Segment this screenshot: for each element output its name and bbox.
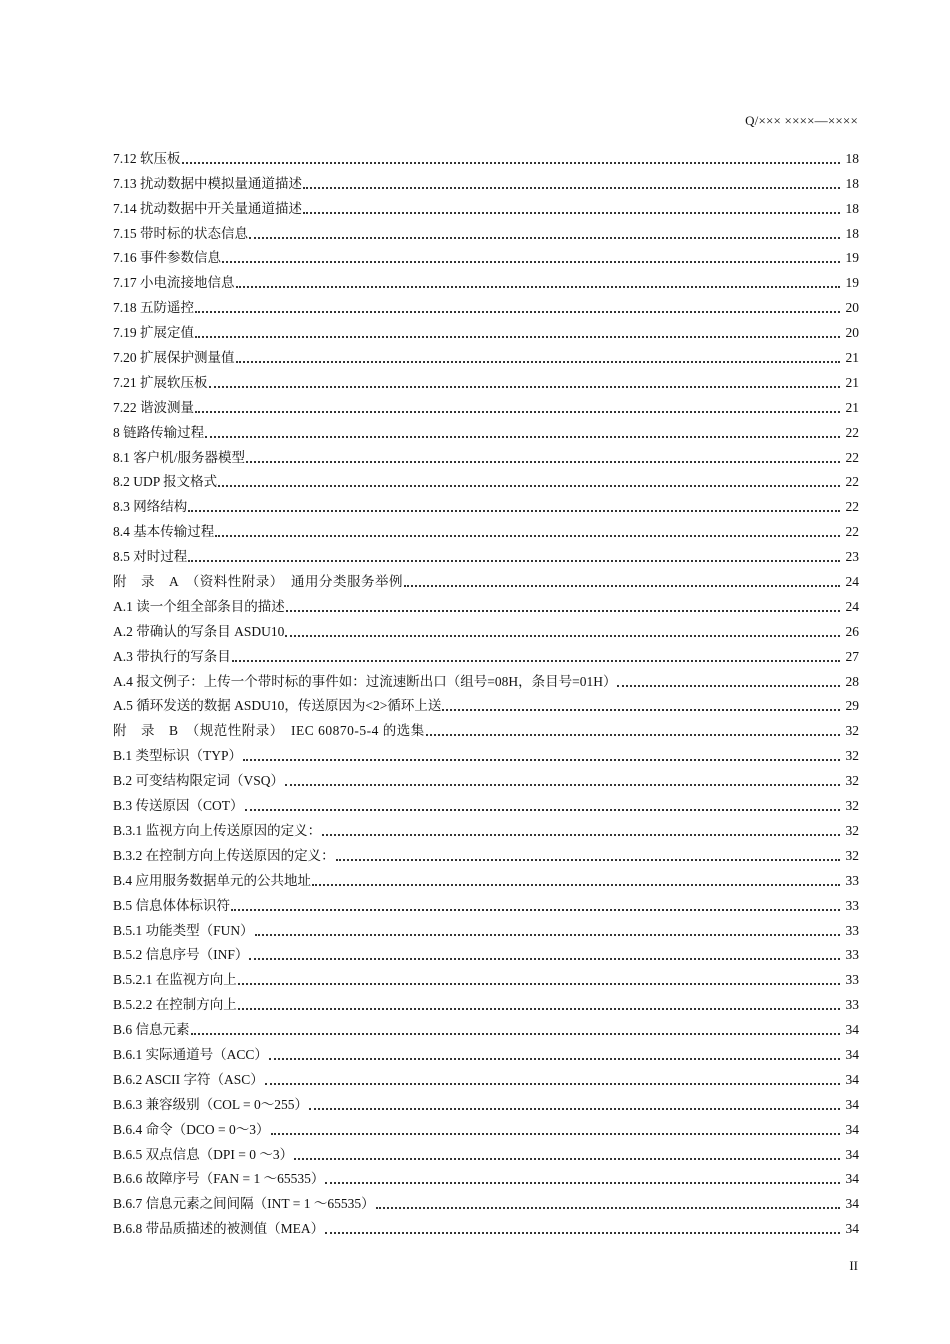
toc-dot-leader [195, 411, 840, 413]
toc-entry-page: 33 [845, 947, 859, 963]
toc-entry-title: A.4 报文例子：上传一个带时标的事件如：过流速断出口（组号=08H，条目号=01H） [113, 673, 617, 689]
toc-entry-page: 33 [845, 922, 859, 938]
toc-entry-page: 21 [845, 374, 859, 390]
toc-entry-page: 32 [845, 822, 859, 838]
toc-dot-leader [309, 1108, 840, 1110]
toc-dot-leader [238, 983, 840, 985]
toc-entry[interactable] [113, 766, 859, 791]
toc-entry-title: 7.14 扰动数据中开关量通道描述 [113, 200, 302, 216]
toc-entry-page: 32 [845, 748, 859, 764]
toc-entry[interactable] [113, 144, 859, 169]
toc-entry-title: B.6.1 实际通道号（ACC） [113, 1046, 268, 1062]
toc-dot-leader [249, 237, 840, 239]
toc-entry[interactable] [113, 468, 859, 493]
toc-entry-page: 22 [845, 474, 859, 490]
toc-dot-leader [205, 436, 840, 438]
toc-dot-leader [188, 510, 840, 512]
toc-dot-leader [255, 934, 840, 936]
toc-dot-leader [325, 1182, 840, 1184]
toc-dot-leader [312, 884, 840, 886]
toc-entry[interactable] [113, 343, 859, 368]
toc-entry[interactable] [113, 816, 859, 841]
toc-entry-page: 18 [845, 225, 859, 241]
toc-dot-leader [215, 535, 840, 537]
toc-entry-title: 7.21 扩展软压板 [113, 374, 208, 390]
toc-entry-title: 7.15 带时标的状态信息 [113, 225, 248, 241]
toc-dot-leader [303, 212, 840, 214]
toc-entry[interactable] [113, 393, 859, 418]
toc-entry-title: 8 链路传输过程 [113, 424, 205, 440]
toc-entry-page: 24 [845, 574, 859, 590]
toc-entry[interactable] [113, 517, 859, 542]
toc-entry[interactable] [113, 716, 859, 741]
toc-entry-page: 20 [845, 300, 859, 316]
toc-dot-leader [404, 585, 840, 587]
toc-entry-page: 33 [845, 997, 859, 1013]
toc-entry[interactable] [113, 219, 859, 244]
toc-entry-title: 附 录 B （规范性附录） IEC 60870-5-4 的选集 [113, 723, 425, 739]
toc-dot-leader [265, 1083, 840, 1085]
toc-entry[interactable] [113, 866, 859, 891]
toc-dot-leader [195, 311, 840, 313]
toc-entry-title: B.3 传送原因（COT） [113, 798, 244, 814]
toc-entry[interactable] [113, 368, 859, 393]
toc-dot-leader [236, 286, 841, 288]
toc-entry-page: 22 [845, 449, 859, 465]
toc-entry-title: B.6.5 双点信息（DPI = 0 ～3） [113, 1146, 294, 1162]
toc-dot-leader [209, 386, 841, 388]
toc-entry-page: 18 [845, 200, 859, 216]
toc-entry-page: 23 [845, 549, 859, 565]
toc-entry-page: 21 [845, 399, 859, 415]
toc-entry[interactable] [113, 941, 859, 966]
toc-entry-title: B.6.4 命令（DCO = 0～3） [113, 1121, 270, 1137]
toc-entry-title: B.5.2.2 在控制方向上 [113, 997, 237, 1013]
toc-dot-leader [285, 784, 840, 786]
toc-entry-page: 34 [845, 1221, 859, 1237]
toc-dot-leader [426, 734, 840, 736]
toc-entry-page: 34 [845, 1171, 859, 1187]
toc-entry[interactable] [113, 741, 859, 766]
toc-dot-leader [245, 809, 840, 811]
toc-entry[interactable] [113, 617, 859, 642]
toc-entry[interactable] [113, 194, 859, 219]
toc-entry-title: 8.3 网络结构 [113, 499, 188, 515]
toc-entry-title: B.4 应用服务数据单元的公共地址 [113, 872, 312, 888]
toc-entry[interactable] [113, 1165, 859, 1190]
toc-entry-page: 34 [845, 1071, 859, 1087]
toc-dot-leader [325, 1232, 840, 1234]
toc-entry-title: 7.17 小电流接地信息 [113, 275, 235, 291]
toc-entry-title: 7.13 扰动数据中模拟量通道描述 [113, 175, 302, 191]
toc-dot-leader [294, 1158, 840, 1160]
toc-entry-title: 附 录 A （资料性附录） 通用分类服务举例 [113, 574, 404, 590]
toc-dot-leader [442, 709, 840, 711]
toc-dot-leader [322, 834, 840, 836]
toc-entry[interactable] [113, 1140, 859, 1165]
toc-entry-page: 26 [845, 623, 859, 639]
toc-dot-leader [236, 361, 841, 363]
toc-entry-title: B.2 可变结构限定词（VSQ） [113, 773, 285, 789]
toc-dot-leader [286, 610, 840, 612]
toc-entry-page: 34 [845, 1196, 859, 1212]
toc-dot-leader [376, 1207, 840, 1209]
toc-entry[interactable] [113, 891, 859, 916]
table-of-contents [113, 144, 859, 1239]
toc-entry-page: 34 [845, 1046, 859, 1062]
toc-entry[interactable] [113, 965, 859, 990]
toc-entry-title: A.2 带确认的写条目 ASDU10 [113, 623, 285, 639]
toc-dot-leader [336, 859, 840, 861]
toc-entry-page: 34 [845, 1121, 859, 1137]
toc-entry-title: 7.16 事件参数信息 [113, 250, 221, 266]
toc-entry[interactable] [113, 841, 859, 866]
toc-dot-leader [182, 162, 841, 164]
toc-dot-leader [231, 909, 840, 911]
toc-dot-leader [218, 485, 840, 487]
toc-entry[interactable] [113, 567, 859, 592]
toc-entry-title: 7.18 五防遥控 [113, 300, 194, 316]
toc-entry-title: B.3.1 监视方向上传送原因的定义： [113, 822, 322, 838]
toc-entry-title: A.5 循环发送的数据 ASDU10，传送原因为<2>循环上送 [113, 698, 442, 714]
toc-dot-leader [238, 1008, 840, 1010]
toc-entry-title: B.6.7 信息元素之间间隔（INT = 1 ～65535） [113, 1196, 375, 1212]
toc-entry-page: 29 [845, 698, 859, 714]
toc-entry-title: B.1 类型标识（TYP） [113, 748, 243, 764]
toc-entry-page: 22 [845, 424, 859, 440]
toc-entry-page: 19 [845, 250, 859, 266]
toc-entry-page: 32 [845, 847, 859, 863]
toc-entry-title: A.3 带执行的写条目 [113, 648, 231, 664]
toc-entry-title: 8.4 基本传输过程 [113, 524, 215, 540]
toc-dot-leader [195, 336, 840, 338]
toc-dot-leader [285, 635, 840, 637]
toc-entry-page: 20 [845, 325, 859, 341]
toc-dot-leader [222, 261, 840, 263]
toc-entry[interactable] [113, 990, 859, 1015]
toc-entry[interactable] [113, 542, 859, 567]
toc-entry[interactable] [113, 1040, 859, 1065]
toc-entry[interactable] [113, 1189, 859, 1214]
toc-entry-title: B.5.1 功能类型（FUN） [113, 922, 254, 938]
toc-entry-title: 8.2 UDP 报文格式 [113, 474, 218, 490]
toc-entry-title: 8.5 对时过程 [113, 549, 188, 565]
toc-entry-title: 7.12 软压板 [113, 150, 181, 166]
toc-entry[interactable] [113, 642, 859, 667]
toc-entry-page: 18 [845, 150, 859, 166]
toc-entry[interactable] [113, 318, 859, 343]
toc-entry[interactable] [113, 169, 859, 194]
toc-entry-page: 33 [845, 972, 859, 988]
toc-entry-title: 8.1 客户机/服务器模型 [113, 449, 246, 465]
toc-entry-title: 7.22 谐波测量 [113, 399, 194, 415]
toc-entry-page: 32 [845, 798, 859, 814]
toc-entry[interactable] [113, 293, 859, 318]
toc-entry[interactable] [113, 244, 859, 269]
toc-entry-page: 28 [845, 673, 859, 689]
toc-dot-leader [271, 1133, 841, 1135]
toc-entry-page: 34 [845, 1022, 859, 1038]
toc-entry-title: B.5.2 信息序号（INF） [113, 947, 249, 963]
toc-entry-title: 7.20 扩展保护测量值 [113, 350, 235, 366]
toc-entry[interactable] [113, 1214, 859, 1239]
toc-entry-page: 19 [845, 275, 859, 291]
toc-dot-leader [617, 685, 840, 687]
toc-entry-title: B.6.8 带品质描述的被测值（MEA） [113, 1221, 325, 1237]
toc-entry[interactable] [113, 268, 859, 293]
toc-entry-page: 18 [845, 175, 859, 191]
toc-entry[interactable] [113, 916, 859, 941]
toc-dot-leader [191, 1033, 840, 1035]
toc-entry-title: 7.19 扩展定值 [113, 325, 194, 341]
toc-dot-leader [188, 560, 840, 562]
toc-entry-page: 33 [845, 872, 859, 888]
toc-entry[interactable] [113, 1090, 859, 1115]
toc-entry-page: 21 [845, 350, 859, 366]
toc-entry[interactable] [113, 418, 859, 443]
toc-entry-page: 33 [845, 897, 859, 913]
toc-entry[interactable] [113, 667, 859, 692]
toc-dot-leader [249, 958, 840, 960]
document-number-header: Q/××× ××××—×××× [745, 113, 858, 128]
page-number: II [849, 1258, 858, 1273]
toc-entry[interactable] [113, 791, 859, 816]
toc-entry-page: 22 [845, 524, 859, 540]
toc-entry-title: B.6.3 兼容级别（COL = 0～255） [113, 1096, 308, 1112]
toc-entry[interactable] [113, 1065, 859, 1090]
toc-entry[interactable] [113, 592, 859, 617]
toc-entry[interactable] [113, 1015, 859, 1040]
toc-entry-title: B.5.2.1 在监视方向上 [113, 972, 237, 988]
toc-entry-title: A.1 读一个组全部条目的描述 [113, 598, 285, 614]
toc-entry-page: 27 [845, 648, 859, 664]
toc-entry-title: B.5 信息体体标识符 [113, 897, 231, 913]
toc-entry-title: B.6 信息元素 [113, 1022, 190, 1038]
toc-entry-page: 34 [845, 1146, 859, 1162]
toc-entry-page: 34 [845, 1096, 859, 1112]
toc-entry[interactable] [113, 1115, 859, 1140]
toc-entry[interactable] [113, 492, 859, 517]
toc-entry-title: B.6.2 ASCII 字符（ASC） [113, 1071, 264, 1087]
toc-entry-page: 32 [845, 773, 859, 789]
toc-dot-leader [269, 1058, 840, 1060]
toc-dot-leader [243, 759, 840, 761]
toc-entry-title: B.6.6 故障序号（FAN = 1 ～65535） [113, 1171, 325, 1187]
toc-entry-page: 22 [845, 499, 859, 515]
toc-dot-leader [246, 461, 840, 463]
toc-entry[interactable] [113, 443, 859, 468]
toc-entry-page: 32 [845, 723, 859, 739]
toc-dot-leader [303, 187, 840, 189]
toc-entry[interactable] [113, 692, 859, 717]
toc-entry-page: 24 [845, 598, 859, 614]
toc-dot-leader [232, 660, 840, 662]
toc-entry-title: B.3.2 在控制方向上传送原因的定义： [113, 847, 335, 863]
